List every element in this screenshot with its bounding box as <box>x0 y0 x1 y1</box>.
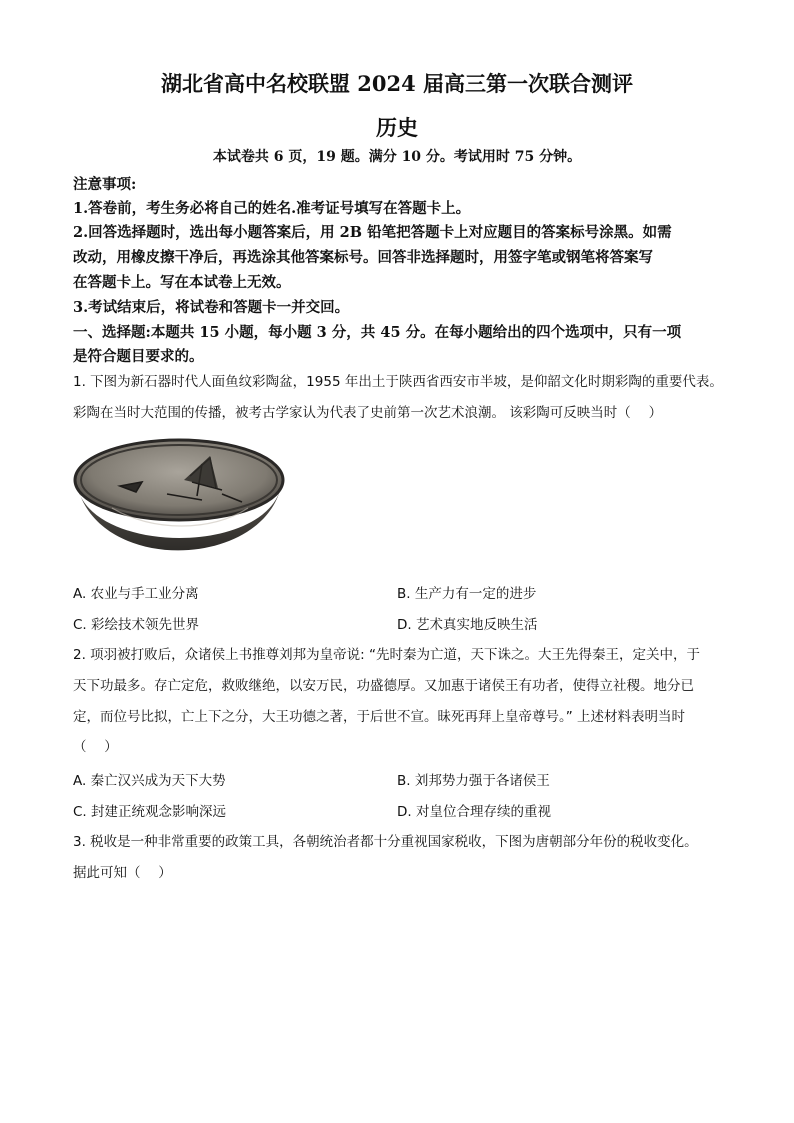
question-2-line-2: 天下功最多。存亡定危，救败继绝，以安万民，功盛德厚。又加惠于诸侯王有功者，使得立社稷。地分已 <box>73 678 694 694</box>
question-1-option-a: A. 农业与手工业分离 <box>73 586 199 602</box>
question-2-option-a: A. 秦亡汉兴成为天下大势 <box>73 773 226 789</box>
subject-title: 历史 <box>376 115 418 140</box>
question-1-option-b: B. 生产力有一定的进步 <box>397 586 537 602</box>
note-item-3: 3.考试结束后，将试卷和答题卡一并交回。 <box>73 299 350 316</box>
question-1-option-c: C. 彩绘技术领先世界 <box>73 617 200 633</box>
section-heading-line-1: 一、选择题:本题共 15 小题，每小题 3 分，共 45 分。在每小题给出的四个选项中，只有一项 <box>73 324 682 341</box>
note-item-2-line-2: 改动，用橡皮擦干净后，再选涂其他答案标号。回答非选择题时，用签字笔或钢笔将答案写 <box>73 249 653 266</box>
question-2-option-c: C. 封建正统观念影响深远 <box>73 804 227 820</box>
question-2-line-3: 定，而位号比拟，亡上下之分，大王功德之著，于后世不宣。昧死再拜上皇帝尊号。” 上述材料表明当时 <box>73 709 686 725</box>
question-1-line-2: 彩陶在当时大范围的传播，被考古学家认为代表了史前第一次艺术浪潮。 该彩陶可反映当时（ ） <box>73 405 663 421</box>
question-2-line-1: 2. 项羽被打败后，众诸侯上书推尊刘邦为皇帝说: “先时秦为亡道，天下诛之。大王先得秦王，定关中，于 <box>73 647 701 663</box>
exam-info: 本试卷共 6 页，19 题。满分 10 分。考试用时 75 分钟。 <box>212 149 582 165</box>
note-item-1: 1.答卷前，考生务必将自己的姓名.准考证号填写在答题卡上。 <box>73 200 471 217</box>
notes-heading: 注意事项: <box>73 176 137 193</box>
exam-title: 湖北省高中名校联盟 2024 届高三第一次联合测评 <box>160 71 634 96</box>
question-2-line-4: （ ） <box>73 739 118 755</box>
painted-pottery-basin-image <box>72 436 286 574</box>
note-item-2-line-1: 2.回答选择题时，选出每小题答案后，用 2B 铅笔把答题卡上对应题目的答案标号涂黑。如需 <box>73 224 672 241</box>
question-2-option-d: D. 对皇位合理存续的重视 <box>397 804 551 820</box>
question-2-option-b: B. 刘邦势力强于各诸侯王 <box>397 773 550 789</box>
question-1-line-1: 1. 下图为新石器时代人面鱼纹彩陶盆，1955 年出土于陕西省西安市半坡，是仰韶文化时期彩陶的重要代表。 <box>73 374 723 390</box>
question-3-line-1: 3. 税收是一种非常重要的政策工具，各朝统治者都十分重视国家税收，下图为唐朝部分年份的税收变化。 <box>73 834 698 850</box>
question-1-option-d: D. 艺术真实地反映生活 <box>397 617 538 633</box>
note-item-2-line-3: 在答题卡上。写在本试卷上无效。 <box>73 274 291 291</box>
question-3-line-2: 据此可知（ ） <box>73 865 172 881</box>
section-heading-line-2: 是符合题目要求的。 <box>73 348 204 365</box>
